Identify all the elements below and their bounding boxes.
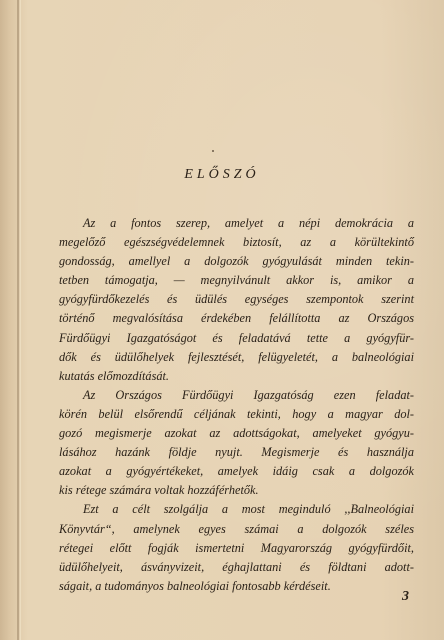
text-line: kutatás előmozdítását. <box>59 368 169 383</box>
text-line: megelőző egészségvédelemnek biztosít, az a körültekintő <box>59 235 414 250</box>
text-line: rétegei előtt fogják ismertetni Magyarország gyógyfürdőit, <box>59 540 414 555</box>
ink-dot <box>212 150 214 152</box>
body-text <box>59 214 414 596</box>
text-line: Fürdőügyi Igazgatóságot és feladatává tette a gyógyfür- <box>59 330 414 345</box>
text-line: kis rétege számára voltak hozzáférhetők. <box>59 483 259 498</box>
text-line: lásához hazánk földje nyujt. Megismerje és használja <box>59 445 414 460</box>
text-line: dők és üdülőhelyek fejlesztését, felügyeletét, a balneológiai <box>59 349 414 364</box>
page-fold-highlight <box>20 0 21 640</box>
text-line: Ezt a célt szolgálja a most meginduló ,,Balneológiai <box>83 502 414 517</box>
text-line: ságait, a tudományos balneológiai fontosabb kérdéseit. <box>59 578 331 593</box>
page-number: 3 <box>402 589 409 604</box>
page-heading: ELŐSZÓ <box>184 167 260 182</box>
text-line: gyógyfürdőkezelés és üdülés egységes szempontok szerint <box>59 292 414 307</box>
text-line: történő megvalósítása érdekében felállította az Országos <box>59 311 414 326</box>
text-line: Könyvtár“, amelynek egyes számai a dolgozók széles <box>59 521 414 536</box>
page-fold-shadow <box>17 0 19 640</box>
text-line: Az a fontos szerep, amelyet a népi demokrácia a <box>83 216 414 230</box>
text-line: gozó megismerje azokat az adottságokat, amelyeket gyógyu- <box>59 426 414 441</box>
text-line: körén belül elsőrendű céljának tekinti, hogy a magyar dol- <box>59 406 414 421</box>
text-line: gondosság, amellyel a dolgozók gyógyulását minden tekin- <box>59 254 414 269</box>
text-line: Az Országos Fürdőügyi Igazgatóság ezen feladat- <box>83 387 414 402</box>
text-line: tetben támogatja, — megnyilvánult akkor is, amikor a <box>59 273 414 288</box>
text-line: azokat a gyógyértékeket, amelyek idáig csak a dolgozók <box>59 464 414 479</box>
text-line: üdülőhelyeit, ásványvizeit, éghajlattani és földtani adott- <box>59 559 414 574</box>
